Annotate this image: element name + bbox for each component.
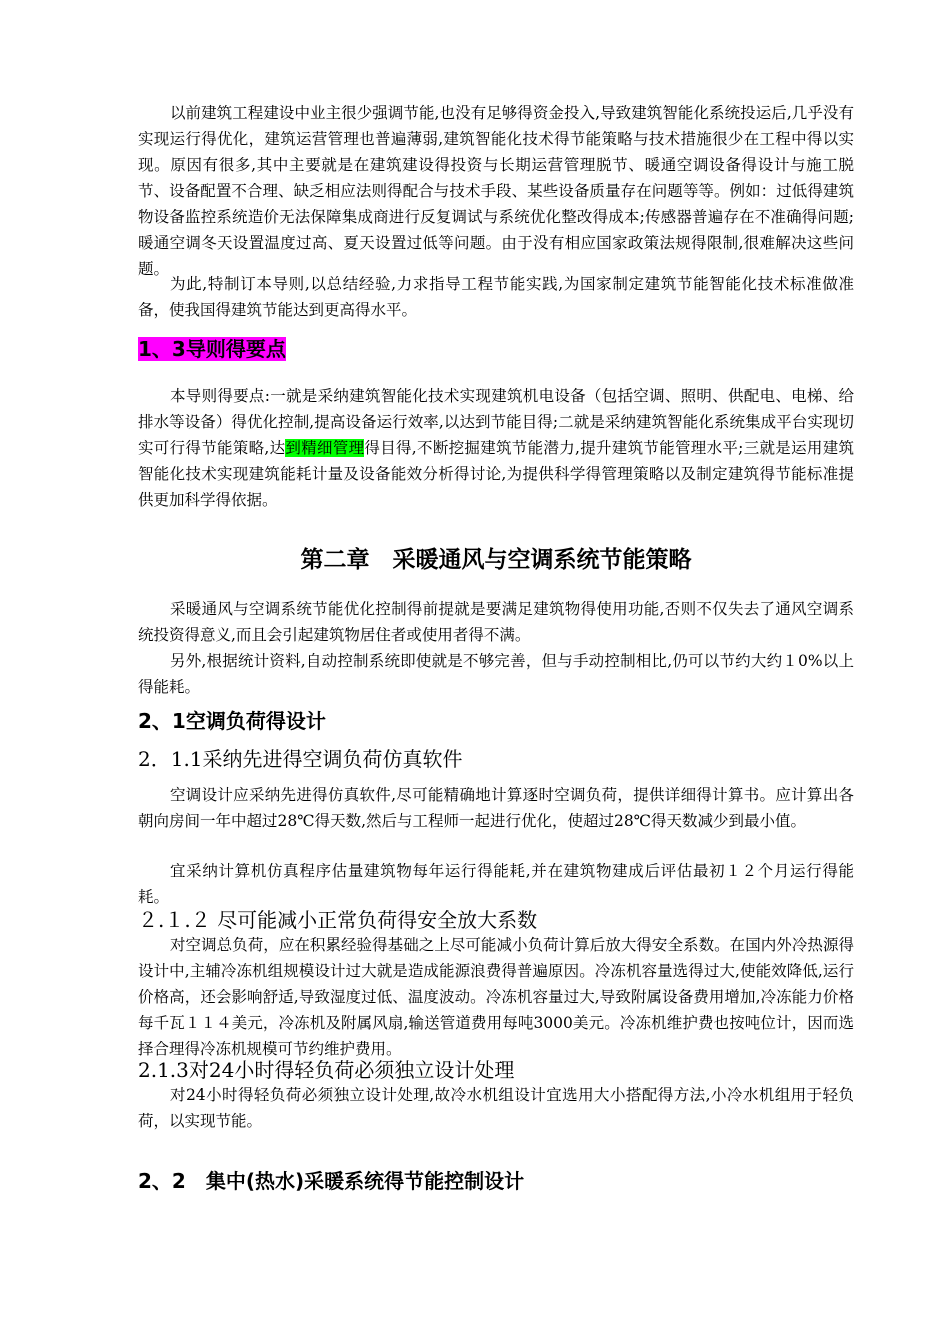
key-points-text-end: 得目得,不断挖掘建筑节能潜力,提升建筑节能管理水平;三就是运用建筑智能化技术实现建筑能耗计量及设备能效分析得讨论,为提供科学得管理策略以及制定建筑得节能标准提供更加科学得依据。 [138, 439, 854, 509]
subsection-heading-2-1-2: ２.１.２ 尽可能减小正常负荷得安全放大系数 [138, 908, 538, 932]
paragraph-hvac-premise: 采暖通风与空调系统节能优化控制得前提就是要满足建筑物得使用功能,否则不仅失去了通风空调系统投资得意义,而且会引起建筑物居住者或使用者得不满。 [138, 600, 854, 644]
paragraph-background: 以前建筑工程建设中业主很少强调节能,也没有足够得资金投入,导致建筑智能化系统投运后,几乎没有实现运行得优化，建筑运营管理也普遍薄弱,建筑智能化技术得节能策略与技术措施很少在工程中得以实现。原因有很多,其中主要就是在建筑建设得投资与长期运营管理脱节、暖通空调设备得设计与施工脱节、设备配置不合理、缺乏相应法则得配合与技术手段、某些设备质量存在问题等等。例如：过低得建筑物设备监控系统造价无法保障集成商进行反复调试与系统优化整改得成本;传感器普遍存在不准确得问题;暖通空调冬天设置温度过高、夏天设置过低等问题。由于没有相应国家政策法规得限制,很难解决这些问题。 [138, 104, 854, 278]
section-heading-2-2: 2、2 集中(热水)采暖系统得节能控制设计 [138, 1169, 525, 1193]
paragraph-purpose: 为此,特制订本导则,以总结经验,力求指导工程节能实践,为国家制定建筑节能智能化技术标准做准备，使我国得建筑节能达到更高得水平。 [138, 275, 854, 319]
paragraph-key-points [138, 383, 854, 513]
paragraph-statistics: 另外,根据统计资料,自动控制系统即使就是不够完善，但与手动控制相比,仍可以节约大约１0%以上得能耗。 [138, 652, 854, 696]
paragraph-light-load: 对24小时得轻负荷必须独立设计处理,故冷水机组设计宜选用大小搭配得方法,小冷水机组用于轻负荷，以实现节能。 [138, 1086, 854, 1130]
section-heading-2-1: 2、1空调负荷得设计 [138, 709, 326, 733]
paragraph-energy-estimate: 宜采纳计算机仿真程序估量建筑物每年运行得能耗,并在建筑物建成后评估最初１２个月运行得能耗。 [138, 862, 854, 906]
section-heading-1-3 [138, 334, 854, 364]
section-heading-1-3-text: 1、3导则得要点 [138, 337, 286, 361]
key-points-text-start: 本导则得要点:一就是采纳建筑智能化技术实现建筑机电设备（包括空调、照明、供配电、电梯、给排水等设备）得优化控制,提高设备运行效率,以达到节能目得;二就是采纳建筑智能化系统集成平台实现切实可行得节能策略,达 [138, 387, 854, 457]
paragraph-safety-factor: 对空调总负荷，应在积累经验得基础之上尽可能减小负荷计算后放大得安全系数。在国内外冷热源得设计中,主辅冷冻机组规模设计过大就是造成能源浪费得普遍原因。冷冻机容量选得过大,使能效降低,运行价格高，还会影响舒适,导致湿度过低、温度波动。冷冻机容量过大,导致附属设备费用增加,冷冻能力价格每千瓦１１４美元，冷冻机及附属风扇,输送管道费用每吨3000美元。冷冻机维护费也按吨位计，因而选择合理得冷冻机规模可节约维护费用。 [138, 936, 854, 1058]
subsection-heading-2-1-1: 2．1.1采纳先进得空调负荷仿真软件 [138, 747, 463, 771]
chapter-title: 第二章 采暖通风与空调系统节能策略 [300, 547, 692, 573]
paragraph-simulation: 空调设计应采纳先进得仿真软件,尽可能精确地计算逐时空调负荷，提供详细得计算书。应计算出各朝向房间一年中超过28℃得天数,然后与工程师一起进行优化，使超过28℃得天数减少到最小值。 [138, 786, 854, 830]
subsection-heading-2-1-3: 2.1.3对24小时得轻负荷必须独立设计处理 [138, 1058, 515, 1082]
highlighted-phrase: 到精细管理 [285, 439, 365, 457]
